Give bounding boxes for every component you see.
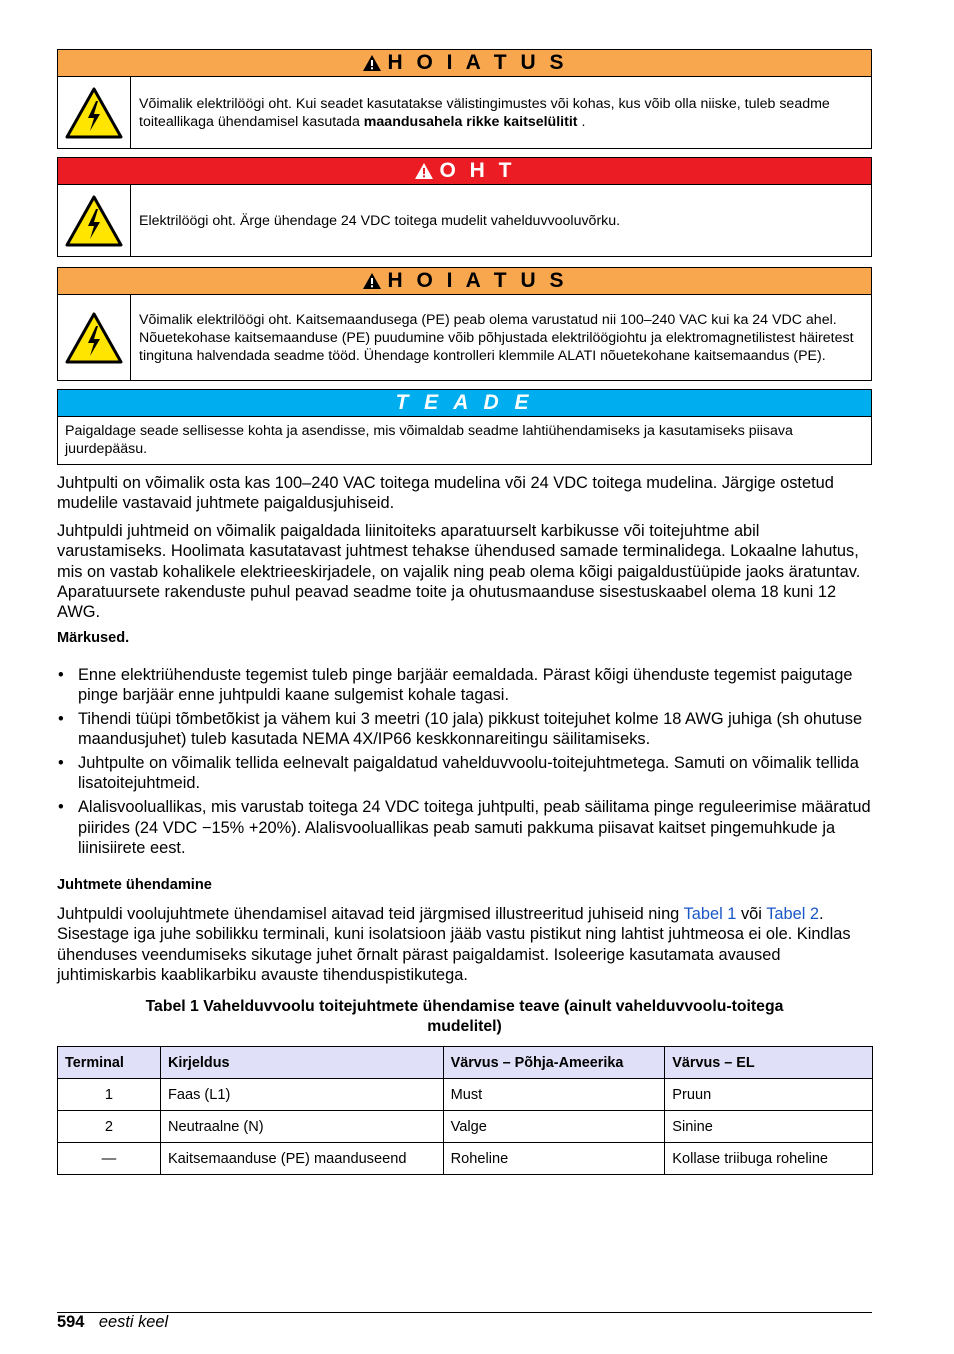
warning-box-1 bbox=[57, 49, 872, 149]
table-cell: Neutraalne (N) bbox=[160, 1111, 443, 1143]
warning-triangle-icon bbox=[362, 272, 382, 290]
column-header: Värvus – EL bbox=[665, 1047, 873, 1079]
warning-bold-term: maandusahela rikke kaitselülitit bbox=[363, 113, 578, 130]
table-cell: Faas (L1) bbox=[160, 1079, 443, 1111]
instructions-paragraph: Juhtpuldi voolujuhtmete ühendamisel aitavad teid järgmised illustreeritud juhiseid ning Tabel 1 või Tabel 2. Sisestage iga juhe sobilikku terminali, kuni isolatsioon jääb vastu pistikut ning lahtist juhtmeosa ei ole. Kindlas ühenduses veendumiseks sikutage juhet õrnalt pärast paigaldamist. Isoleerige kasutamata avaused juhtimiskarbis kaablikarbiku avauste tihenduspistikutega. bbox=[57, 905, 851, 984]
table-row bbox=[58, 1143, 873, 1175]
notice-box bbox=[57, 389, 872, 465]
table-cell: Sinine bbox=[665, 1111, 873, 1143]
electrical-hazard-icon bbox=[58, 295, 131, 380]
list-item: • Alalisvooluallikas, mis varustab toitega 24 VDC toitega juhtpulti, peab säilitama pinge reguleerimise määratud piirides (24 VDC −15% +20%). Alalisvooluallikas peab samuti pakkuma piisavat kaitset pingemuhkude ja liinisiirete eest. bbox=[57, 797, 872, 858]
warning-title: H O I A T U S bbox=[387, 269, 568, 292]
electrical-hazard-icon bbox=[58, 185, 131, 256]
table-cell: Valge bbox=[443, 1111, 665, 1143]
column-header: Kirjeldus bbox=[160, 1047, 443, 1079]
column-header: Värvus – Põhja-Ameerika bbox=[443, 1047, 665, 1079]
notice-header: T E A D E bbox=[58, 390, 871, 417]
wiring-paragraph: Juhtpuldi juhtmeid on võimalik paigaldada liinitoiteks aparatuurselt karbikusse või toitejuhtme abil varustamiseks. Hoolimata kasutatavast juhtmest tehakse ühendused samade terminalidega. Lokaalne lahutus, mis on vastab kohalikele elektrieeskirjadele, on vajalik ning peab olema kõigi paigaldustüüpide jaoks äratuntav. Aparatuursete rakenduste puhul peavad seadme toite ja ohutusmaanduse sisestuskaabel olema 18 kuni 12 AWG. bbox=[57, 522, 861, 622]
section-heading: Juhtmete ühendamine bbox=[57, 877, 212, 893]
danger-triangle-icon bbox=[414, 162, 434, 180]
table-2-link[interactable]: Tabel 2 bbox=[766, 905, 820, 923]
warning-header bbox=[58, 50, 871, 77]
warning-triangle-icon bbox=[362, 54, 382, 72]
page-footer bbox=[57, 1313, 168, 1332]
danger-box bbox=[57, 157, 872, 257]
table-header-row bbox=[58, 1047, 873, 1079]
warning-text: Võimalik elektrilöögi oht. Kaitsemaandusega (PE) peab olema varustatud nii 100–240 VAC kui ka 24 VDC ahel. Nõuetekohase kaitsemaanduse (PE) puudumine võib põhjustada elektrilöögiohtu ja elektromagnetilistest häiretest tingituna halvendada seadme tööd. Ühendage kontrolleri klemmile ALATI nõuetekohane kaitsemaandus (PE). bbox=[139, 311, 854, 364]
column-header: Terminal bbox=[58, 1047, 161, 1079]
danger-header bbox=[58, 158, 871, 185]
intro-paragraph: Juhtpulti on võimalik osta kas 100–240 VAC toitega mudelina või 24 VDC toitega mudelina. Järgige ostetud mudelile vastavaid juhtmete paigaldusjuhiseid. bbox=[57, 474, 834, 513]
table-cell: Roheline bbox=[443, 1143, 665, 1175]
table-row bbox=[58, 1079, 873, 1111]
list-item: • Tihendi tüüpi tõmbetõkist ja vähem kui 3 meetri (10 jala) pikkust toitejuhet kolme 18 AWG juhiga (sh ohutuse maandusjuhet) tuleb kasutada NEMA 4X/IP66 keskkonnareitingu säilitamiseks. bbox=[57, 709, 872, 750]
table-row bbox=[58, 1111, 873, 1143]
table-cell: — bbox=[58, 1143, 161, 1175]
warning-box-2 bbox=[57, 267, 872, 381]
page-number: 594 bbox=[57, 1313, 85, 1331]
table-1-link[interactable]: Tabel 1 bbox=[683, 905, 737, 923]
notes-label: Märkused. bbox=[57, 630, 130, 646]
table-cell: 1 bbox=[58, 1079, 161, 1111]
table-cell: Pruun bbox=[665, 1079, 873, 1111]
warning-header bbox=[58, 268, 871, 295]
warning-text: Võimalik elektrilöögi oht. Kui seadet kasutatakse välistingimustes või kohas, kus võib olla niiske, tuleb seadme toiteallikaga ühendamisel kasutada maandusahela rikke kaitselülitit . bbox=[139, 95, 830, 130]
table-cell: Must bbox=[443, 1079, 665, 1111]
table-caption: Tabel 1 Vahelduvvoolu toitejuhtmete ühendamise teave (ainult vahelduvvoolu-toitega mudelitel) bbox=[145, 998, 784, 1035]
notes-list bbox=[57, 665, 872, 862]
table-cell: Kollase triibuga roheline bbox=[665, 1143, 873, 1175]
footer-divider bbox=[57, 1312, 872, 1313]
notice-text: Paigaldage seade sellisesse kohta ja asendisse, mis võimaldab seadme lahtiühendamiseks ja kasutamiseks piisava juurdepääsu. bbox=[65, 423, 793, 457]
list-item: • Enne elektriühenduste tegemist tuleb pinge barjäär eemaldada. Pärast kõigi ühenduste tegemist paigutage pinge barjäär enne juhtpuldi kaane sulgemist kohale tagasi. bbox=[57, 665, 872, 706]
danger-title: O H T bbox=[439, 159, 516, 182]
danger-text: Elektrilöögi oht. Ärge ühendage 24 VDC toitega mudelit vahelduvvooluvõrku. bbox=[139, 212, 621, 229]
warning-title: H O I A T U S bbox=[387, 51, 568, 74]
footer-language: eesti keel bbox=[98, 1313, 169, 1331]
table-cell: 2 bbox=[58, 1111, 161, 1143]
wiring-table bbox=[57, 1046, 873, 1175]
electrical-hazard-icon bbox=[58, 77, 131, 148]
table-cell: Kaitsemaanduse (PE) maanduseend bbox=[160, 1143, 443, 1175]
list-item: • Juhtpulte on võimalik tellida eelnevalt paigaldatud vahelduvvoolu-toitejuhtmetega. Samuti on võimalik tellida lisatoitejuhtmeid. bbox=[57, 753, 872, 794]
